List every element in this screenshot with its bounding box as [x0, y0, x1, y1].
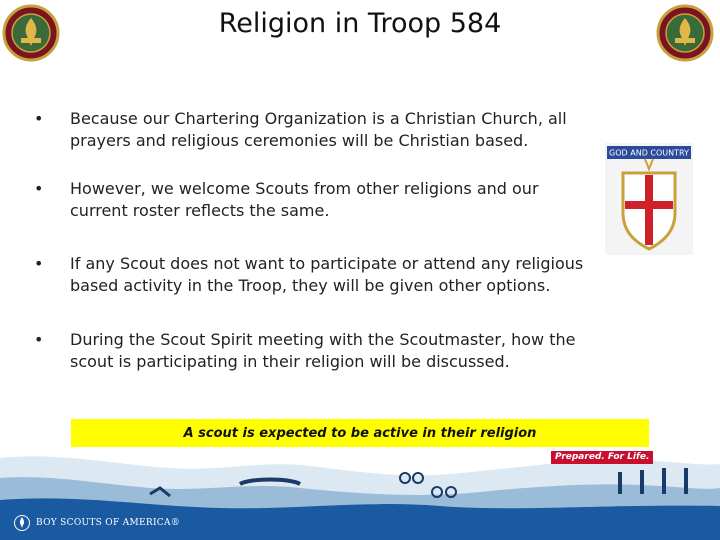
troop-emblem-icon [656, 2, 714, 64]
bullet-text: If any Scout does not want to participate or attend any religious based activity in the Troop, they will be given other options. [70, 254, 584, 295]
bullet-item [34, 178, 594, 222]
bullet-marker: • [34, 330, 44, 349]
god-and-country-award-icon [605, 143, 693, 255]
bullet-text: However, we welcome Scouts from other religions and our current roster reflects the same. [70, 179, 539, 220]
org-name: BOY SCOUTS OF AMERICA® [36, 518, 181, 528]
bullet-text: During the Scout Spirit meeting with the Scoutmaster, how the scout is participating in their religion will be discussed. [70, 330, 576, 371]
bsa-logo [14, 514, 180, 532]
tagline: Prepared. For Life. [551, 451, 653, 464]
bullet-marker: • [34, 179, 44, 198]
bullet-marker: • [34, 254, 44, 273]
bullet-list [34, 108, 594, 373]
award-caption: GOD AND COUNTRY [609, 148, 689, 158]
troop-emblem-icon [2, 2, 60, 64]
slide-title: Religion in Troop 584 [218, 8, 502, 39]
fleur-de-lis-icon [14, 515, 30, 531]
bullet-item [34, 253, 594, 297]
bullet-marker: • [34, 109, 44, 128]
highlight-banner: A scout is expected to be active in their religion [71, 419, 649, 447]
bullet-text: Because our Chartering Organization is a Christian Church, all prayers and religious ceremonies will be Christian based. [70, 109, 567, 150]
bullet-item [34, 108, 594, 152]
bullet-item [34, 329, 594, 373]
